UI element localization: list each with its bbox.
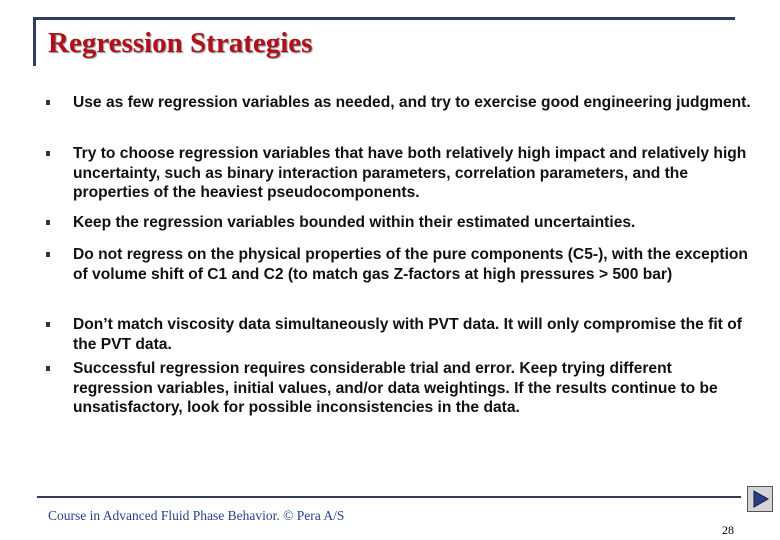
footer-divider: [37, 496, 741, 498]
bullet-square-icon: [46, 100, 50, 105]
bullet-text: Do not regress on the physical properties of the pure components (C5-), with the exception of volume shift of C1 and C2 (to match gas Z-factors at high pressures > 500 bar): [73, 246, 748, 283]
bullet-text: Successful regression requires considerable trial and error. Keep trying different regression variables, initial values, and/or data weightings. If the results continue to be unsatisfactory, look for possible inconsistencies in the data.: [73, 360, 718, 416]
bullet-square-icon: [46, 366, 50, 371]
bullet-square-icon: [46, 220, 50, 225]
bullet-square-icon: [46, 252, 50, 257]
slide-title: Regression Strategies: [48, 27, 313, 59]
next-slide-button[interactable]: [747, 486, 773, 512]
bullet-square-icon: [46, 322, 50, 327]
footer-course-credit: Course in Advanced Fluid Phase Behavior. © Pera A/S: [48, 508, 345, 523]
bullet-square-icon: [46, 151, 50, 156]
play-triangle-icon: [750, 489, 770, 509]
bullet-text: Don’t match viscosity data simultaneously with PVT data. It will only compromise the fit of the PVT data.: [73, 316, 742, 353]
bullet-text: Keep the regression variables bounded within their estimated uncertainties.: [73, 214, 636, 231]
bullet-text: Use as few regression variables as needed, and try to exercise good engineering judgment.: [73, 94, 751, 111]
bullet-text: Try to choose regression variables that have both relatively high impact and relatively high uncertainty, such as binary interaction parameters, correlation parameters, and the properties of the heaviest pseudocomponents.: [73, 145, 747, 201]
page-number: 28: [722, 523, 734, 537]
